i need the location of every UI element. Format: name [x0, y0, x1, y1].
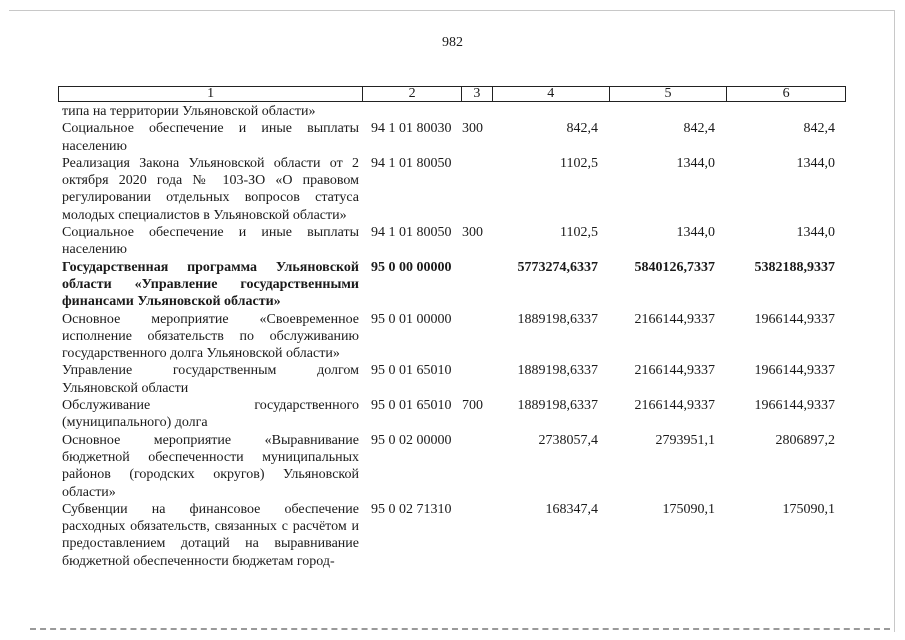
row-code: 95 0 01 65010	[371, 398, 452, 414]
table-row	[62, 120, 852, 155]
row-value-6: 1966144,9337	[754, 398, 835, 414]
row-type	[460, 259, 494, 311]
row-description: Управление государственным долгом Ульяновской области	[62, 363, 359, 396]
row-code: 94 1 01 80030	[371, 121, 452, 137]
header-col-5: 5	[610, 87, 728, 101]
row-description: Основное мероприятие «Своевременное исполнение обязательств по обслуживанию государственного долга Ульяновской области»	[62, 311, 359, 362]
row-type: 300	[462, 121, 483, 137]
row-type	[460, 103, 494, 120]
row-value-6: 1344,0	[796, 155, 835, 171]
row-value-4: 1102,5	[560, 155, 598, 171]
row-value-5: 2166144,9337	[634, 363, 715, 379]
row-value-6: 5382188,9337	[754, 259, 835, 275]
row-code: 94 1 01 80050	[371, 225, 452, 241]
row-type	[460, 155, 494, 224]
row-type	[460, 501, 494, 570]
table-row	[62, 155, 852, 224]
header-col-1: 1	[59, 87, 363, 101]
row-code: 94 1 01 80050	[371, 155, 452, 171]
row-description: Социальное обеспечение и иные выплаты населению	[62, 121, 359, 154]
row-value-5: 2166144,9337	[634, 311, 715, 327]
row-code	[359, 103, 460, 120]
table-body	[62, 103, 852, 570]
row-description: Государственная программа Ульяновской области «Управление государственными финансами Ульяновской области»	[62, 259, 359, 310]
row-description: типа на территории Ульяновской области»	[62, 104, 316, 119]
row-value-4: 1889198,6337	[517, 363, 598, 379]
row-value-6	[715, 103, 835, 120]
row-value-4: 842,4	[566, 121, 598, 137]
row-type: 300	[462, 225, 483, 241]
row-description: Реализация Закона Ульяновской области от 2 октября 2020 года № 103-ЗО «О правовом регулировании отдельных вопросов статуса молодых специалистов в Ульяновской области»	[62, 155, 359, 223]
row-value-6: 1966144,9337	[754, 363, 835, 379]
page-bottom-edge	[30, 628, 890, 630]
row-value-6: 842,4	[803, 121, 835, 137]
row-value-4: 168347,4	[545, 501, 598, 517]
row-value-6: 175090,1	[782, 501, 835, 517]
row-type	[460, 432, 494, 501]
row-value-4: 1102,5	[560, 225, 598, 241]
row-value-4	[494, 103, 598, 120]
row-value-4: 2738057,4	[538, 432, 598, 448]
row-code: 95 0 01 00000	[371, 311, 452, 327]
row-code: 95 0 00 00000	[371, 259, 452, 275]
row-description: Основное мероприятие «Выравнивание бюджетной обеспеченности муниципальных районов (городских округов) Ульяновской области»	[62, 432, 359, 500]
row-value-5: 1344,0	[676, 155, 715, 171]
row-value-5: 842,4	[683, 121, 715, 137]
row-value-5: 175090,1	[662, 501, 715, 517]
row-type	[460, 362, 494, 397]
page-number: 982	[442, 35, 463, 50]
table-row	[62, 103, 852, 120]
row-value-5: 2793951,1	[655, 432, 715, 448]
row-value-5: 2166144,9337	[634, 398, 715, 414]
row-description: Обслуживание государственного (муниципального) долга	[62, 398, 359, 431]
row-description: Социальное обеспечение и иные выплаты населению	[62, 225, 359, 258]
row-value-4: 1889198,6337	[517, 398, 598, 414]
header-col-3: 3	[462, 87, 493, 101]
row-type: 700	[462, 398, 483, 414]
row-value-6: 2806897,2	[775, 432, 835, 448]
table-row	[62, 259, 852, 311]
row-code: 95 0 01 65010	[371, 363, 452, 379]
row-value-6: 1966144,9337	[754, 311, 835, 327]
row-value-4: 5773274,6337	[517, 259, 598, 275]
row-code: 95 0 02 71310	[371, 501, 452, 517]
header-col-2: 2	[363, 87, 462, 101]
table-row	[62, 432, 852, 501]
table-row	[62, 397, 852, 432]
row-value-5	[598, 103, 715, 120]
table-row	[62, 224, 852, 259]
row-value-4: 1889198,6337	[517, 311, 598, 327]
header-col-6: 6	[782, 86, 790, 101]
row-code: 95 0 02 00000	[371, 432, 452, 448]
row-value-5: 1344,0	[676, 225, 715, 241]
table-row	[62, 362, 852, 397]
table-header	[58, 86, 846, 102]
table-row	[62, 311, 852, 363]
row-description: Субвенции на финансовое обеспечение расходных обязательств, связанных с расчётом и предоставлением дотаций на выравнивание бюджетной обеспеченности бюджетам город-	[62, 501, 359, 569]
header-col-4: 4	[493, 87, 610, 101]
row-type	[460, 311, 494, 363]
row-value-5: 5840126,7337	[634, 259, 715, 275]
row-value-6: 1344,0	[796, 225, 835, 241]
table-row	[62, 501, 852, 570]
